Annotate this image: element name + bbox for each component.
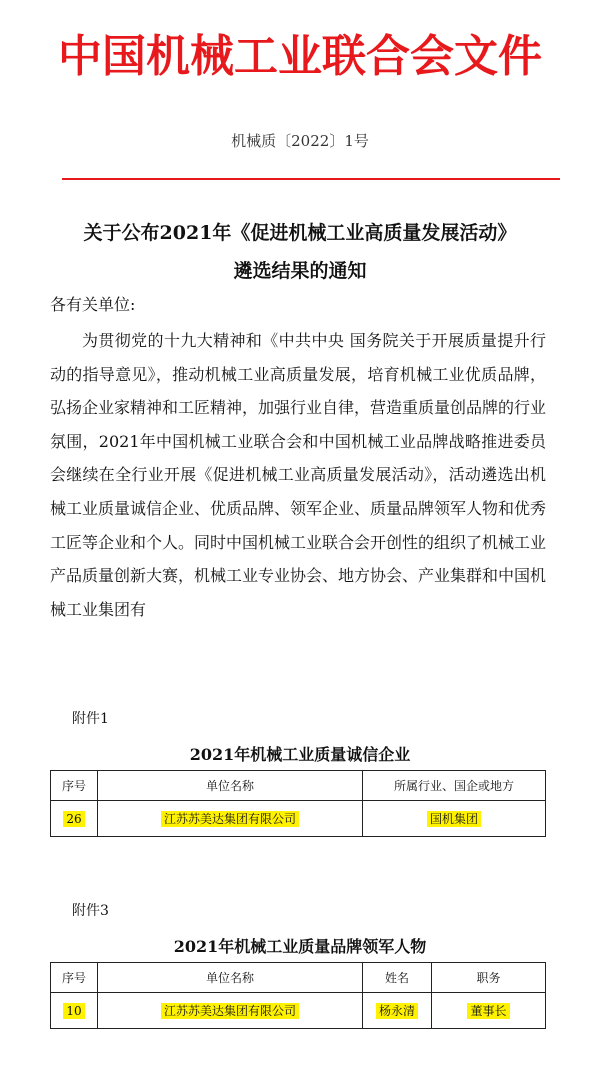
attachment1-label: 附件1: [72, 711, 109, 727]
attachment1-table-title: 2021年机械工业质量诚信企业: [189, 745, 411, 764]
attachment3-table-title: 2021年机械工业质量品牌领军人物: [173, 937, 427, 956]
table-row: [51, 993, 546, 1029]
header-cell-index: 序号: [51, 771, 98, 801]
table-row: [51, 801, 546, 837]
header-cell-company: 单位名称: [98, 963, 363, 993]
cell-person-name: [363, 993, 432, 1029]
attachment3-table: [50, 962, 546, 1029]
highlighted-text: 江苏苏美达集团有限公司: [161, 811, 299, 827]
highlighted-text: 杨永清: [376, 1003, 418, 1019]
highlighted-text: 10: [63, 1003, 84, 1019]
attachment3-label: 附件3: [72, 903, 109, 919]
document-number: 机械质〔2022〕1号: [231, 132, 369, 150]
highlighted-text: 国机集团: [427, 811, 481, 827]
cell-index: [51, 993, 98, 1029]
highlighted-text: 董事长: [467, 1003, 509, 1019]
org-header-title: 中国机械工业联合会文件: [58, 31, 542, 82]
header-cell-position: 职务: [432, 963, 546, 993]
cell-position: [432, 993, 546, 1029]
notice-title-line1: 关于公布2021年《促进机械工业高质量发展活动》: [83, 222, 517, 244]
header-cell-index: 序号: [51, 963, 98, 993]
header-cell-company: 单位名称: [98, 771, 363, 801]
header-cell-affiliation: 所属行业、国企或地方: [363, 771, 546, 801]
notice-body-paragraph: 为贯彻党的十九大精神和《中共中央 国务院关于开展质量提升行动的指导意见》，推动机械工业高质量发展，培育机械工业优质品牌，弘扬企业家精神和工匠精神，加强行业自律，营造重质量创品牌的行业氛围，2021年中国机械工业联合会和中国机械工业品牌战略推进委员会继续在全行业开展《促进机械工业高质量发展活动》，活动遴选出机械工业质量诚信企业、优质品牌、领军企业、质量品牌领军人物和优秀工匠等企业和个人。同时中国机械工业联合会开创性的组织了机械工业产品质量创新大赛，机械工业专业协会、地方协会、产业集群和中国机械工业集团有: [50, 331, 547, 619]
notice-title-line2: 遴选结果的通知: [233, 260, 367, 282]
cell-affiliation: [363, 801, 546, 837]
header-cell-name: 姓名: [363, 963, 432, 993]
salutation: 各有关单位:: [50, 295, 136, 314]
table-header-row: [51, 963, 546, 993]
cell-company: [98, 801, 363, 837]
cell-index: [51, 801, 98, 837]
attachment1-table: [50, 770, 546, 837]
red-divider-line: [62, 178, 560, 180]
highlighted-text: 江苏苏美达集团有限公司: [161, 1003, 299, 1019]
cell-company: [98, 993, 363, 1029]
highlighted-text: 26: [63, 811, 84, 827]
table-header-row: [51, 771, 546, 801]
